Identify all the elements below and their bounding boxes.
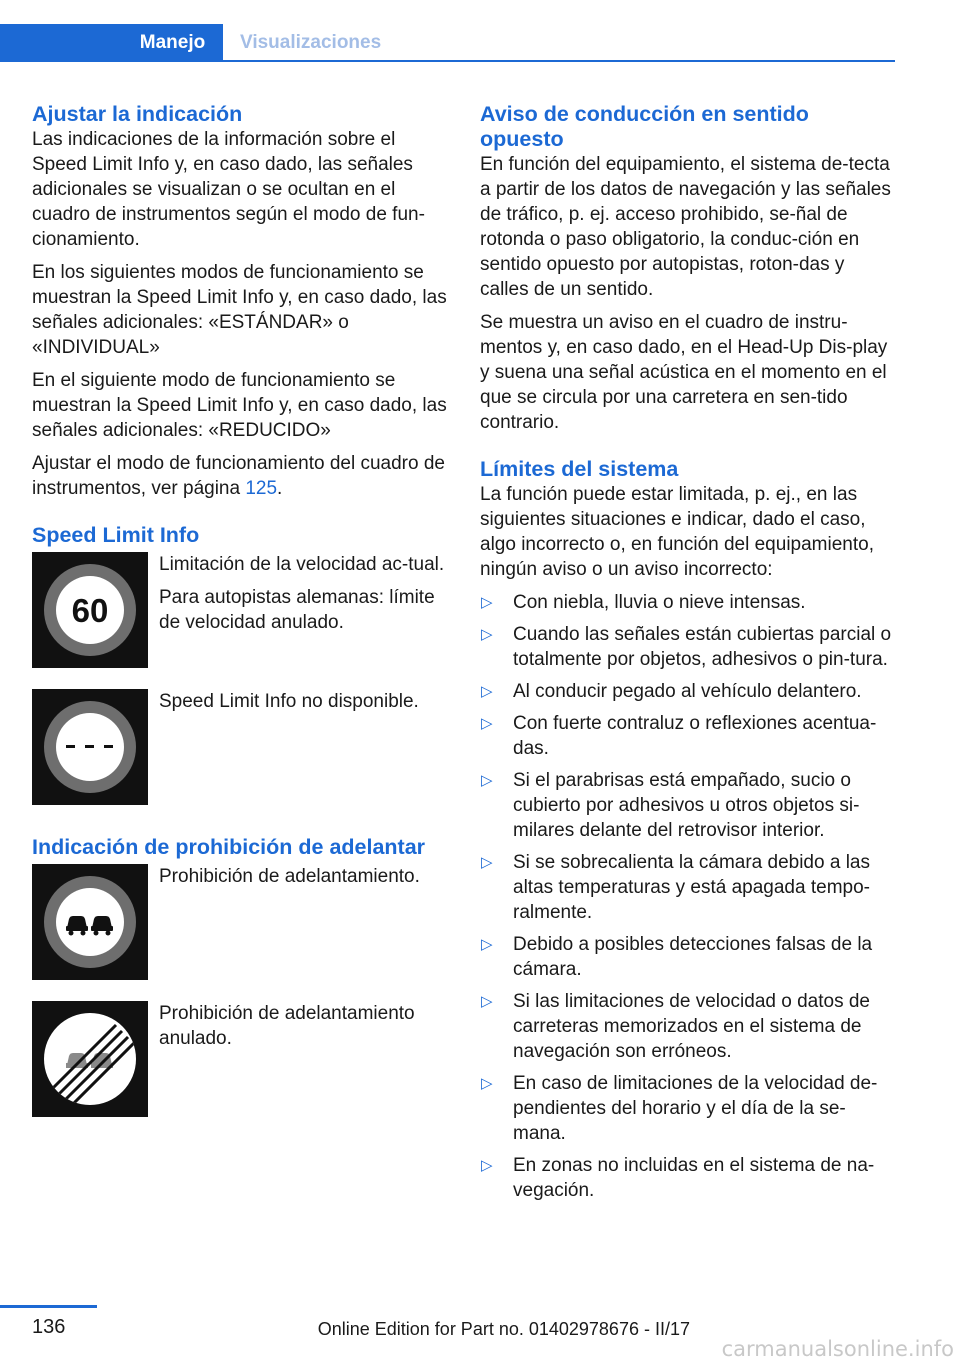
sign-description xyxy=(159,864,420,980)
triangle-bullet-icon: ▷ xyxy=(481,594,493,611)
paragraph: Se muestra un aviso en el cuadro de instru-mentos y, en caso dado, en el Head-Up Dis-play y suena una señal acústica en el momento en el que se circula por una carretera en sen-tido contrario. xyxy=(480,312,888,433)
ref-end: . xyxy=(277,478,283,499)
list-item-text: Si el parabrisas está empañado, sucio o cubierto por adhesivos u otros objetos si-milares delante del retrovisor interior. xyxy=(513,770,860,841)
sign-row xyxy=(32,689,447,805)
triangle-bullet-icon: ▷ xyxy=(481,715,493,732)
list-item-text: Con niebla, lluvia o nieve intensas. xyxy=(513,592,806,613)
page-number: 136 xyxy=(32,1316,66,1338)
edition-text: Online Edition for Part no. 01402978676 - II/17 xyxy=(317,1319,690,1339)
list-item-text: Si las limitaciones de velocidad o datos de carreteras memorizados en el sistema de navegación son erróneos. xyxy=(513,991,870,1062)
triangle-bullet-icon: ▷ xyxy=(481,1075,493,1092)
paragraph: Speed Limit Info no disponible. xyxy=(159,691,419,712)
tab-visualizaciones[interactable]: Visualizaciones xyxy=(240,32,382,53)
end-no-overtaking-icon xyxy=(32,1001,148,1117)
paragraph: Prohibición de adelantamiento anulado. xyxy=(159,1003,415,1049)
no-overtaking-icon xyxy=(32,864,148,980)
section-speed-limit-info xyxy=(32,523,447,805)
list-item xyxy=(480,1071,898,1146)
paragraph-page-ref xyxy=(32,451,447,501)
paragraph: Prohibición de adelantamiento. xyxy=(159,866,420,887)
list-item xyxy=(480,622,898,672)
heading-system-limits: Límites del sistema xyxy=(480,457,679,481)
paragraph: En los siguientes modos de funcionamiento se muestran la Speed Limit Info y, en caso dado, las señales adicionales: «ESTÁNDAR» o «INDIVIDUAL» xyxy=(32,262,447,358)
heading-speed-limit-info: Speed Limit Info xyxy=(32,523,200,547)
section-wrong-way xyxy=(480,102,898,435)
right-column xyxy=(480,102,898,1225)
list-item xyxy=(480,1153,898,1203)
header-rule xyxy=(0,60,895,62)
paragraph: Las indicaciones de la información sobre el Speed Limit Info y, en caso dado, las señales adicionales se visualizan o se ocultan en el cuadro de instrumentos según el modo de fun-cionamiento. xyxy=(32,129,425,250)
limits-list xyxy=(480,590,898,1203)
list-item xyxy=(480,679,898,704)
list-item xyxy=(480,989,898,1064)
list-item xyxy=(480,711,898,761)
list-item xyxy=(480,932,898,982)
sign-row xyxy=(32,1001,447,1117)
page-link[interactable]: 125 xyxy=(245,478,278,499)
list-item xyxy=(480,850,898,925)
triangle-bullet-icon: ▷ xyxy=(481,683,493,700)
speed-limit-unavailable-icon xyxy=(32,689,148,805)
list-item xyxy=(480,768,898,843)
triangle-bullet-icon: ▷ xyxy=(481,854,493,871)
paragraph: Limitación de la velocidad ac-tual. xyxy=(159,554,445,575)
left-column xyxy=(32,102,447,1139)
footer-rule xyxy=(0,1305,97,1308)
list-item-text: Si se sobrecalienta la cámara debido a las altas temperaturas y está apagada tempo-ralmente. xyxy=(513,852,870,923)
triangle-bullet-icon: ▷ xyxy=(481,772,493,789)
sign-row xyxy=(32,552,447,668)
ref-text: Ajustar el modo de funcionamiento del cuadro de instrumentos, ver página xyxy=(32,453,445,499)
section-system-limits xyxy=(480,457,898,1203)
watermark: carmanualsonline.info xyxy=(721,1337,954,1361)
paragraph: La función puede estar limitada, p. ej., en las siguientes situaciones e indicar, dado el caso, algo incorrecto o, en función del equipamiento, ningún aviso o un aviso incorrecto: xyxy=(480,484,874,580)
triangle-bullet-icon: ▷ xyxy=(481,936,493,953)
paragraph: En el siguiente modo de funcionamiento se muestran la Speed Limit Info y, en caso dado, las señales adicionales: «REDUCIDO» xyxy=(32,370,447,441)
section-overtake xyxy=(32,835,447,1117)
section-ajustar xyxy=(32,102,447,501)
sign-description xyxy=(159,552,447,668)
list-item-text: En caso de limitaciones de la velocidad de-pendientes del horario y el día de la se-mana. xyxy=(513,1073,878,1144)
list-item-text: Debido a posibles detecciones falsas de la cámara. xyxy=(513,934,873,980)
triangle-bullet-icon: ▷ xyxy=(481,626,493,643)
sign-description xyxy=(159,689,419,805)
sign-description xyxy=(159,1001,447,1117)
list-item-text: Con fuerte contraluz o reflexiones acentua-das. xyxy=(513,713,877,759)
triangle-bullet-icon: ▷ xyxy=(481,1157,493,1174)
heading-wrong-way: Aviso de conducción en sentido opuesto xyxy=(480,102,809,151)
triangle-bullet-icon: ▷ xyxy=(481,993,493,1010)
header-left-bar xyxy=(0,24,122,62)
list-item-text: Cuando las señales están cubiertas parcial o totalmente por objetos, adhesivos o pin-tura. xyxy=(513,624,892,670)
speed-number: 60 xyxy=(71,592,109,629)
list-item-text: En zonas no incluidas en el sistema de na-vegación. xyxy=(513,1155,875,1201)
list-item xyxy=(480,590,898,615)
heading-overtake: Indicación de prohibición de adelantar xyxy=(32,835,426,859)
paragraph: Para autopistas alemanas: límite de velocidad anulado. xyxy=(159,587,435,633)
paragraph: En función del equipamiento, el sistema de-tecta a partir de los datos de navegación y las señales de tráfico, p. ej. acceso prohibido, se-ñal de rotonda o paso obligatorio, la conduc-ción en sentido opuesto por autopistas, roton-das y calles de un sentido. xyxy=(480,154,891,300)
speed-limit-60-icon xyxy=(32,552,148,668)
tab-manejo[interactable]: Manejo xyxy=(122,24,223,62)
list-item-text: Al conducir pegado al vehículo delantero. xyxy=(513,681,862,702)
sign-row xyxy=(32,864,447,980)
heading-ajustar: Ajustar la indicación xyxy=(32,102,243,126)
